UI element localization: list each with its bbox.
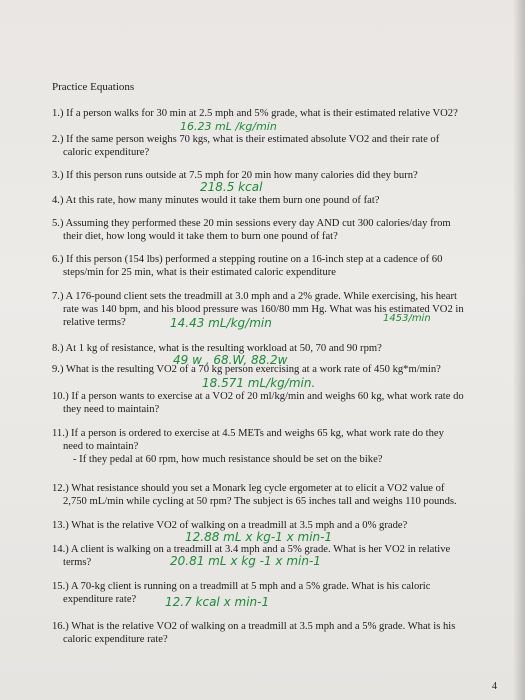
- answer-1: 16.23 mL /kg/min: [180, 120, 277, 133]
- question-12-line-2: 2,750 mL/min while cycling at 50 rpm? The subject is 65 inches tall and weighs 110 pounds.: [63, 496, 457, 507]
- answer-3: 218.5 kcal: [200, 180, 263, 194]
- answer-8: 49 w , 68.W, 88.2w: [173, 353, 288, 367]
- question-16-line-2: caloric expenditure rate?: [63, 634, 168, 645]
- question-15-line-2: expenditure rate?: [63, 594, 137, 605]
- page-title: Practice Equations: [52, 81, 135, 93]
- question-9: 9.) What is the resulting VO2 of a 70 kg person exercising at a work rate of 450 kg*m/min?: [52, 364, 441, 375]
- answer-13: 12.88 mL x kg-1 x min-1: [185, 530, 333, 544]
- question-11-line-3: - If they pedal at 60 rpm, how much resistance should be set on the bike?: [73, 454, 383, 465]
- answer-9: 18.571 mL/kg/min.: [202, 376, 316, 390]
- question-2-line-1: 2.) If the same person weighs 70 kgs, what is their estimated absolute VO2 and their rate of: [52, 134, 440, 145]
- question-13: 13.) What is the relative VO2 of walking on a treadmill at 3.5 mph and a 0% grade?: [52, 520, 408, 531]
- question-3: 3.) If this person runs outside at 7.5 mph for 20 min how many calories did they burn?: [52, 170, 418, 181]
- question-7-line-3: relative terms?: [63, 317, 126, 328]
- question-8: 8.) At 1 kg of resistance, what is the resulting workload at 50, 70 and 90 rpm?: [52, 343, 382, 354]
- answer-7: 14.43 mL/kg/min: [170, 316, 272, 330]
- question-6-line-2: steps/min for 25 min, what is their estimated caloric expenditure: [63, 267, 337, 278]
- question-16-line-1: 16.) What is the relative VO2 of walking on a treadmill at 3.5 mph and a 5% grade. What is his: [52, 621, 456, 632]
- question-11-line-2: need to maintain?: [63, 441, 139, 452]
- question-7-line-1: 7.) A 176-pound client sets the treadmill at 3.0 mph and a 2% grade. While exercising, his heart: [52, 291, 457, 302]
- question-14-line-2: terms?: [63, 557, 92, 568]
- question-1: 1.) If a person walks for 30 min at 2.5 mph and 5% grade, what is their estimated relative VO2?: [52, 108, 458, 119]
- answer-15: 12.7 kcal x min-1: [165, 595, 270, 609]
- page-number: 4: [492, 681, 497, 692]
- question-7-line-2: rate was 140 bpm, and his blood pressure was 160/80 mm Hg. What was his estimated VO2 in: [63, 304, 464, 315]
- question-6-line-1: 6.) If this person (154 lbs) performed a stepping routine on a 16-inch step at a cadence of 60: [52, 254, 443, 265]
- question-10-line-2: they need to maintain?: [63, 404, 160, 415]
- question-12-line-1: 12.) What resistance should you set a Monark leg cycle ergometer at to elicit a VO2 value of: [52, 483, 445, 494]
- question-5-line-1: 5.) Assuming they performed these 20 min sessions every day AND cut 300 calories/day from: [52, 218, 451, 229]
- question-2-line-2: caloric expenditure?: [63, 147, 150, 158]
- answer-14: 20.81 mL x kg -1 x min-1: [170, 554, 321, 568]
- question-10-line-1: 10.) If a person wants to exercise at a VO2 of 20 ml/kg/min and weighs 60 kg, what work rate do: [52, 391, 464, 402]
- answer-7-note: 1453/min: [383, 313, 431, 324]
- question-15-line-1: 15.) A 70-kg client is running on a treadmill at 5 mph and a 5% grade. What is his caloric: [52, 581, 431, 592]
- page-shadow: [513, 0, 525, 700]
- question-5-line-2: their diet, how long would it take them to burn one pound of fat?: [63, 231, 338, 242]
- question-14-line-1: 14.) A client is walking on a treadmill at 3.4 mph and a 5% grade. What is her VO2 in relative: [52, 544, 451, 555]
- question-4: 4.) At this rate, how many minutes would it take them burn one pound of fat?: [52, 195, 380, 206]
- question-11-line-1: 11.) If a person is ordered to exercise at 4.5 METs and weighs 65 kg, what work rate do they: [52, 428, 444, 439]
